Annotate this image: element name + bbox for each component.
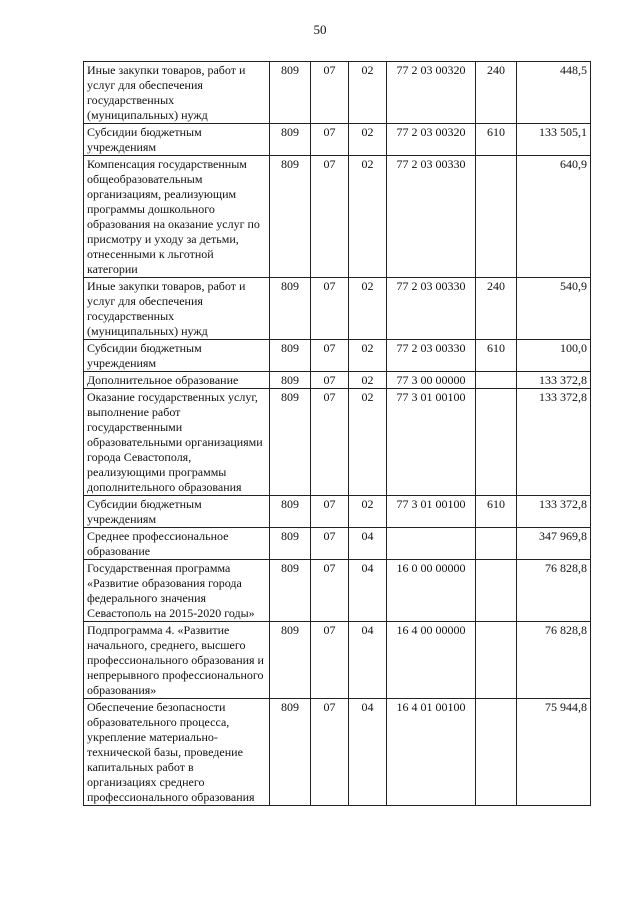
row-description: Государственная программа «Развитие образования города федерального значения Севастополь на 2015-2020 годы»: [84, 560, 270, 622]
section-code: 07: [311, 560, 349, 622]
department-code: 809: [270, 62, 311, 124]
department-code: 809: [270, 560, 311, 622]
amount: 540,9: [517, 278, 591, 340]
department-code: 809: [270, 528, 311, 560]
department-code: 809: [270, 496, 311, 528]
section-code: 07: [311, 156, 349, 278]
section-code: 07: [311, 372, 349, 389]
row-description: Субсидии бюджетным учреждениям: [84, 124, 270, 156]
subsection-code: 02: [349, 496, 387, 528]
amount: 347 969,8: [517, 528, 591, 560]
expense-type-code: [476, 622, 517, 699]
amount: 76 828,8: [517, 622, 591, 699]
section-code: 07: [311, 62, 349, 124]
target-article-code: 77 2 03 00330: [387, 340, 476, 372]
subsection-code: 02: [349, 278, 387, 340]
amount: 100,0: [517, 340, 591, 372]
section-code: 07: [311, 278, 349, 340]
table-row: [84, 124, 591, 156]
amount: 75 944,8: [517, 699, 591, 806]
expense-type-code: 240: [476, 278, 517, 340]
department-code: 809: [270, 372, 311, 389]
row-description: Обеспечение безопасности образовательного процесса, укрепление материально-технической базы, проведение капитальных работ в организациях среднего профессионального образования: [84, 699, 270, 806]
table-row: [84, 389, 591, 496]
amount: 133 372,8: [517, 389, 591, 496]
target-article-code: 77 3 01 00100: [387, 496, 476, 528]
subsection-code: 04: [349, 528, 387, 560]
row-description: Оказание государственных услуг, выполнение работ государственными образовательными организациями города Севастополя, реализующими программы дополнительного образования: [84, 389, 270, 496]
expense-type-code: [476, 699, 517, 806]
section-code: 07: [311, 496, 349, 528]
section-code: 07: [311, 124, 349, 156]
amount: 133 372,8: [517, 372, 591, 389]
table-row: [84, 340, 591, 372]
budget-table: [83, 61, 591, 806]
section-code: 07: [311, 528, 349, 560]
amount: 448,5: [517, 62, 591, 124]
row-description: Дополнительное образование: [84, 372, 270, 389]
row-description: Иные закупки товаров, работ и услуг для обеспечения государственных (муниципальных) нужд: [84, 62, 270, 124]
table-row: [84, 62, 591, 124]
expense-type-code: 610: [476, 496, 517, 528]
target-article-code: 16 4 00 00000: [387, 622, 476, 699]
subsection-code: 02: [349, 124, 387, 156]
target-article-code: 77 2 03 00330: [387, 278, 476, 340]
row-description: Подпрограмма 4. «Развитие начального, среднего, высшего профессионального образования и непрерывного профессионального образования»: [84, 622, 270, 699]
expense-type-code: 610: [476, 124, 517, 156]
amount: 133 372,8: [517, 496, 591, 528]
row-description: Субсидии бюджетным учреждениям: [84, 496, 270, 528]
department-code: 809: [270, 699, 311, 806]
subsection-code: 04: [349, 699, 387, 806]
section-code: 07: [311, 340, 349, 372]
target-article-code: 16 4 01 00100: [387, 699, 476, 806]
expense-type-code: [476, 372, 517, 389]
expense-type-code: 240: [476, 62, 517, 124]
target-article-code: [387, 528, 476, 560]
table-row: [84, 528, 591, 560]
amount: 640,9: [517, 156, 591, 278]
target-article-code: 77 2 03 00320: [387, 62, 476, 124]
table-row: [84, 622, 591, 699]
table-row: [84, 372, 591, 389]
department-code: 809: [270, 156, 311, 278]
expense-type-code: [476, 389, 517, 496]
table-row: [84, 278, 591, 340]
department-code: 809: [270, 278, 311, 340]
budget-table-body: [84, 62, 591, 806]
section-code: 07: [311, 699, 349, 806]
row-description: Иные закупки товаров, работ и услуг для обеспечения государственных (муниципальных) нужд: [84, 278, 270, 340]
subsection-code: 02: [349, 340, 387, 372]
department-code: 809: [270, 340, 311, 372]
target-article-code: 16 0 00 00000: [387, 560, 476, 622]
table-row: [84, 560, 591, 622]
department-code: 809: [270, 389, 311, 496]
expense-type-code: [476, 156, 517, 278]
target-article-code: 77 2 03 00320: [387, 124, 476, 156]
expense-type-code: [476, 528, 517, 560]
department-code: 809: [270, 622, 311, 699]
subsection-code: 02: [349, 372, 387, 389]
subsection-code: 02: [349, 62, 387, 124]
amount: 133 505,1: [517, 124, 591, 156]
expense-type-code: [476, 560, 517, 622]
subsection-code: 04: [349, 622, 387, 699]
target-article-code: 77 3 01 00100: [387, 389, 476, 496]
department-code: 809: [270, 124, 311, 156]
target-article-code: 77 3 00 00000: [387, 372, 476, 389]
amount: 76 828,8: [517, 560, 591, 622]
table-row: [84, 156, 591, 278]
section-code: 07: [311, 622, 349, 699]
row-description: Среднее профессиональное образование: [84, 528, 270, 560]
table-row: [84, 496, 591, 528]
row-description: Компенсация государственным общеобразовательным организациям, реализующим программы дошкольного образования на оказание услуг по присмотру и уходу за детьми, отнесенными к льготной категории: [84, 156, 270, 278]
subsection-code: 02: [349, 156, 387, 278]
target-article-code: 77 2 03 00330: [387, 156, 476, 278]
table-row: [84, 699, 591, 806]
expense-type-code: 610: [476, 340, 517, 372]
page-number: 50: [313, 22, 327, 37]
section-code: 07: [311, 389, 349, 496]
row-description: Субсидии бюджетным учреждениям: [84, 340, 270, 372]
subsection-code: 02: [349, 389, 387, 496]
subsection-code: 04: [349, 560, 387, 622]
